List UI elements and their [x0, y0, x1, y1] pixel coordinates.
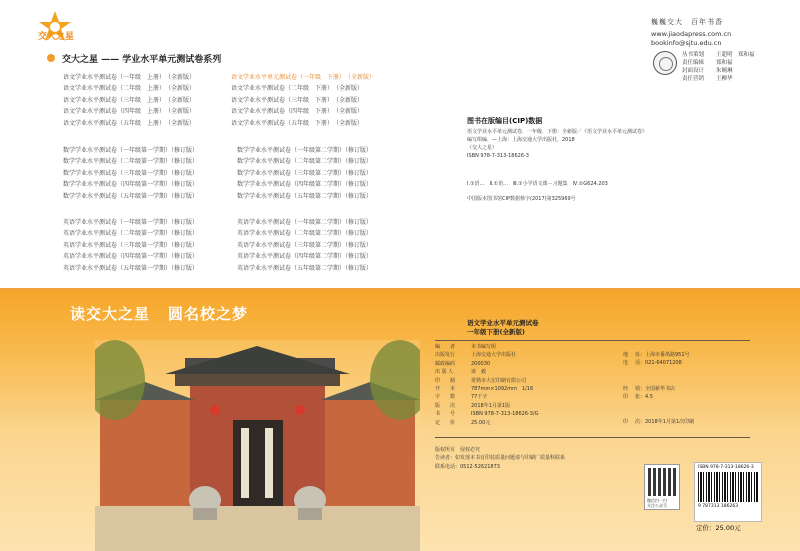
rule-bottom-right [560, 437, 750, 438]
campus-gate-illustration [95, 340, 420, 551]
promo-slogan [70, 303, 248, 324]
list-item: 英语学业水平测试卷（二年级第二学期）（修订版） [237, 230, 373, 238]
info-key: 印 制 [435, 377, 456, 384]
list-item: 英语学业水平测试卷（五年级第一学期）（修订版） [63, 264, 199, 272]
rights-line: 联系电话：0512-52621873 [435, 463, 500, 470]
info-value: 787mm×1092mm 1/16 [471, 386, 534, 393]
info-row [435, 393, 539, 401]
list-item: 英语学业水平测试卷（三年级第一学期）（修订版） [63, 241, 199, 249]
info-value: 常熟市大宏印刷有限公司 [471, 377, 527, 384]
cip-line: 语文学业水平单元测试卷．一年级．下册：全新版／《语文学业水平单元测试卷》 [467, 129, 648, 135]
info-row [435, 360, 539, 368]
info-key: 出版发行 [435, 352, 456, 359]
publisher-seal-icon [653, 51, 677, 75]
cip-line: 编写组编．—上海：上海交通大学出版社，2018 [467, 137, 575, 143]
book-subtitle: 一年级下册(全新版) [467, 328, 525, 336]
cip-record: 中国版本图书馆CIP数据核字(2017)第325969号 [467, 196, 576, 202]
info-key: 邮政编码 [435, 360, 456, 367]
cip-line: ISBN 978-7-313-18626-3 [467, 153, 529, 159]
list-item-current: 语文学业水平单元测试卷（一年级 下册） （全新版） [231, 74, 376, 81]
qr-caption [647, 498, 667, 508]
info-row [623, 418, 694, 426]
info-value: 张：4.5 [635, 394, 653, 400]
info-row [435, 410, 539, 418]
info-value: ISBN 978-7-313-18626-3/G [471, 411, 539, 418]
list-item: 数学学业水平测试卷（五年级第二学期）（修订版） [237, 192, 373, 200]
isbn-label: ISBN 978-7-313-18626-3 [698, 465, 754, 470]
info-row [435, 385, 539, 393]
list-item: 语文学业水平测试卷（五年级 下册） （全新版） [231, 119, 364, 127]
credit-role: 责任编辑 [682, 60, 705, 66]
info-value: 谈 毅 [471, 369, 487, 376]
info-row [623, 351, 694, 359]
info-value: 200030 [471, 360, 491, 367]
chinese-right-list [231, 72, 375, 129]
info-row [623, 385, 694, 393]
list-item: 数学学业水平测试卷（二年级第二学期）（修订版） [237, 158, 373, 166]
divider [0, 288, 800, 291]
cip-subjects: Ⅰ.①语… Ⅱ.①语… Ⅲ.①小学语文课－习题集 Ⅳ.①G624.203 [467, 181, 608, 187]
info-key: 印 [623, 394, 629, 400]
info-value: 本书编写组 [471, 344, 497, 350]
info-key: 版 次 [435, 402, 456, 409]
publisher-email: bookinfo@sjtu.edu.cn [651, 39, 722, 47]
list-item: 数学学业水平测试卷（三年级第二学期）（修订版） [237, 169, 373, 177]
list-item: 数学学业水平测试卷（四年级第二学期）（修订版） [237, 181, 373, 189]
list-item: 英语学业水平测试卷（二年级第一学期）（修订版） [63, 230, 199, 238]
info-row [435, 419, 539, 427]
info-key: 开 本 [435, 386, 456, 393]
book-title: 语文学业水平单元测试卷 [467, 319, 539, 327]
english-left-list [63, 217, 198, 274]
series-title: 交大之星 —— 学业水平单元测试卷系列 [62, 54, 222, 65]
list-item: 语文学业水平测试卷（二年级 下册） （全新版） [231, 85, 364, 93]
info-row [623, 393, 694, 401]
book-title-block [467, 319, 539, 337]
info-value: 次：2018年1月第1次印刷 [635, 419, 695, 426]
list-item: 数学学业水平测试卷（一年级第二学期）（修订版） [237, 147, 373, 154]
info-key: 书 号 [435, 411, 456, 418]
rule-top-right [560, 340, 750, 341]
publisher-credits [682, 51, 755, 83]
slogan-part-2: 圆名校之梦 [168, 305, 249, 323]
cip-title: 图书在版编目(CIP)数据 [467, 117, 543, 125]
chinese-left-list [63, 72, 195, 129]
info-row [435, 368, 539, 376]
list-item: 语文学业水平测试卷（二年级 上册） （全新版） [63, 85, 196, 93]
credit-name: 郑和福 [716, 60, 733, 66]
info-key: 印 [623, 419, 629, 426]
info-row [435, 377, 539, 385]
list-item: 数学学业水平测试卷（一年级第一学期）（修订版） [63, 147, 199, 154]
rights-notice [435, 446, 565, 471]
info-row [623, 359, 694, 367]
publication-info-right [623, 351, 694, 427]
info-key: 电 [623, 360, 629, 367]
qr-caption-line: 微信扫一扫 [647, 498, 667, 503]
math-right-list [237, 145, 372, 202]
info-value: 上海交通大学出版社 [471, 352, 517, 359]
list-item: 英语学业水平测试卷（三年级第二学期）（修订版） [237, 241, 373, 249]
info-value: 址：上海市番禺路951号 [635, 352, 690, 358]
info-value: 77千字 [471, 394, 488, 401]
credit-role: 责任营销 [682, 76, 705, 82]
publisher-contact [651, 30, 731, 48]
list-item: 语文学业水平测试卷（四年级 上册） （全新版） [63, 108, 196, 116]
qr-caption-line: 关注公众号 [647, 503, 667, 508]
qr-code-card [644, 464, 680, 510]
info-value: 2018年1月第1版 [471, 402, 511, 409]
list-item: 英语学业水平测试卷（四年级第二学期）（修订版） [237, 253, 373, 261]
info-key: 地 [623, 352, 629, 358]
qr-code-icon [648, 468, 676, 496]
info-row [435, 343, 539, 351]
info-key: 字 数 [435, 394, 456, 401]
isbn-barcode [694, 462, 762, 522]
list-item: 英语学业水平测试卷（一年级第二学期）（修订版） [237, 219, 373, 226]
publisher-website: www.jiaodapress.com.cn [651, 30, 732, 38]
list-item: 语文学业水平测试卷（三年级 上册） （全新版） [63, 96, 196, 104]
price-label: 定价：25.00元 [696, 524, 741, 532]
list-item: 语文学业水平测试卷（一年级 上册） （全新版） [63, 74, 196, 81]
cip-line: （交大之星） [467, 145, 498, 151]
info-key: 定 价 [435, 419, 456, 426]
list-item: 英语学业水平测试卷（四年级第一学期）（修订版） [63, 253, 199, 261]
barcode-icon [698, 472, 758, 502]
publication-info-left [435, 343, 539, 427]
info-key: 编 者 [435, 344, 456, 350]
info-key: 出 版 人 [435, 369, 454, 376]
list-item: 数学学业水平测试卷（四年级第一学期）（修订版） [63, 181, 199, 189]
list-item: 语文学业水平测试卷（三年级 下册） （全新版） [231, 96, 364, 104]
list-item: 英语学业水平测试卷（五年级第二学期）（修订版） [237, 264, 373, 272]
rights-line: 版权所有 侵权必究 [435, 447, 481, 453]
logo-text: 交大之星 [38, 32, 75, 42]
slogan-part-1: 读交大之星 [70, 305, 151, 323]
info-value: 销：全国新华书店 [635, 385, 676, 392]
bullet-icon [47, 54, 55, 62]
credit-name: 王超明 郑和福 [716, 52, 755, 58]
credit-role: 丛书策划 [682, 52, 705, 58]
credit-name: 王柳华 [716, 76, 733, 82]
series-heading [47, 51, 221, 65]
info-row [435, 351, 539, 359]
info-value: 25.00元 [471, 419, 491, 426]
barcode-number: 9 787313 186263 [698, 504, 739, 509]
cip-block [467, 128, 697, 160]
list-item: 数学学业水平测试卷（五年级第一学期）（修订版） [63, 192, 199, 200]
english-right-list [237, 217, 372, 274]
math-left-list [63, 145, 198, 202]
credit-role: 封面设计 [682, 68, 705, 74]
rights-line: 告读者：如发现本书有印装质量问题请与印刷厂质量科联系 [435, 455, 566, 462]
list-item: 语文学业水平测试卷（五年级 上册） （全新版） [63, 119, 196, 127]
info-row [435, 402, 539, 410]
info-value: 话：021-64071208 [635, 360, 682, 367]
list-item: 英语学业水平测试卷（一年级第一学期）（修订版） [63, 219, 199, 226]
publisher-slogan: 巍巍交大 百年书香 [651, 18, 723, 26]
credit-name: 朱婉琳 [716, 68, 733, 74]
list-item: 数学学业水平测试卷（二年级第一学期）（修订版） [63, 158, 199, 166]
list-item: 数学学业水平测试卷（三年级第一学期）（修订版） [63, 169, 199, 177]
list-item: 语文学业水平测试卷（四年级 下册） （全新版） [231, 108, 364, 116]
info-key: 经 [623, 385, 629, 392]
